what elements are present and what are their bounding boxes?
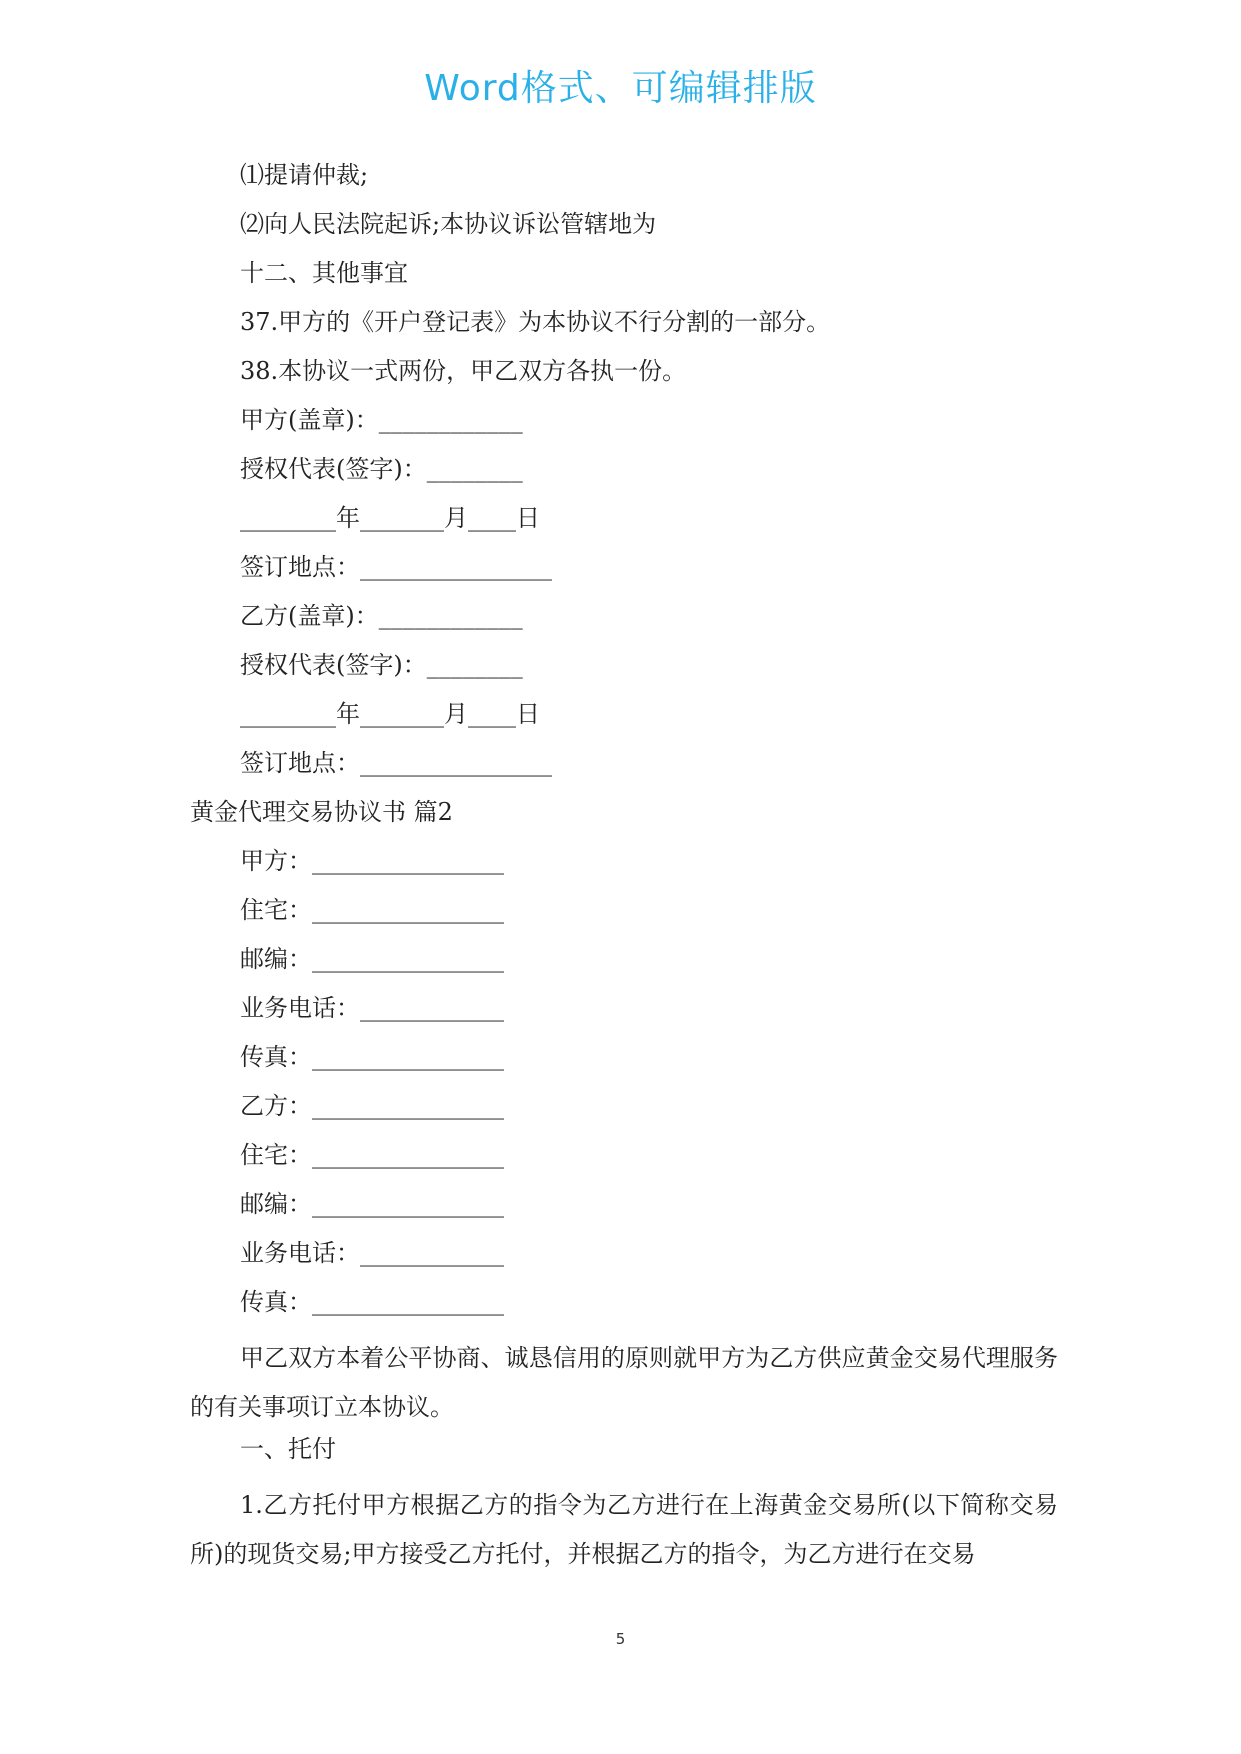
form-field: 邮编：________________	[240, 1190, 504, 1218]
section-heading: 一、托付	[240, 1435, 336, 1463]
form-field: 业务电话：____________	[240, 1239, 504, 1267]
form-field: 传真：________________	[240, 1043, 504, 1071]
text-line: ⑴提请仲裁;	[240, 161, 369, 189]
body-paragraph: 1.乙方托付甲方根据乙方的指令为乙方进行在上海黄金交易所(以下简称交易所)的现货交易;甲方接受乙方托付，并根据乙方的指令，为乙方进行在交易	[190, 1491, 1058, 1568]
signature-line: 签订地点：________________	[240, 749, 552, 777]
body-paragraph: 甲乙双方本着公平协商、诚恳信用的原则就甲方为乙方供应黄金交易代理服务的有关事项订立本协议。	[190, 1344, 1058, 1421]
form-field: 住宅：________________	[240, 896, 504, 924]
document-section-title: 黄金代理交易协议书 篇2	[190, 798, 453, 826]
text-line: 38.本协议一式两份，甲乙双方各执一份。	[240, 357, 687, 385]
section-heading: 十二、其他事宜	[240, 259, 408, 287]
date-line: ________年_______月____日	[240, 700, 540, 728]
date-line: ________年_______月____日	[240, 504, 540, 532]
signature-line: 签订地点：________________	[240, 553, 552, 581]
text-line: ⑵向人民法院起诉;本协议诉讼管辖地为	[240, 210, 657, 238]
signature-line: 授权代表(签字)：________	[240, 651, 523, 679]
page-number: 5	[615, 1630, 626, 1648]
text-line: 37.甲方的《开户登记表》为本协议不行分割的一部分。	[240, 308, 831, 336]
signature-line: 乙方(盖章)：____________	[240, 602, 523, 630]
form-field: 邮编：________________	[240, 945, 504, 973]
form-field: 住宅：________________	[240, 1141, 504, 1169]
signature-line: 甲方(盖章)：____________	[240, 406, 523, 434]
form-field: 乙方：________________	[240, 1092, 504, 1120]
form-field: 甲方：________________	[240, 847, 504, 875]
form-field: 业务电话：____________	[240, 994, 504, 1022]
signature-line: 授权代表(签字)：________	[240, 455, 523, 483]
page-header-title: Word格式、可编辑排版	[424, 68, 817, 109]
form-field: 传真：________________	[240, 1288, 504, 1316]
document-body	[190, 158, 1070, 1579]
